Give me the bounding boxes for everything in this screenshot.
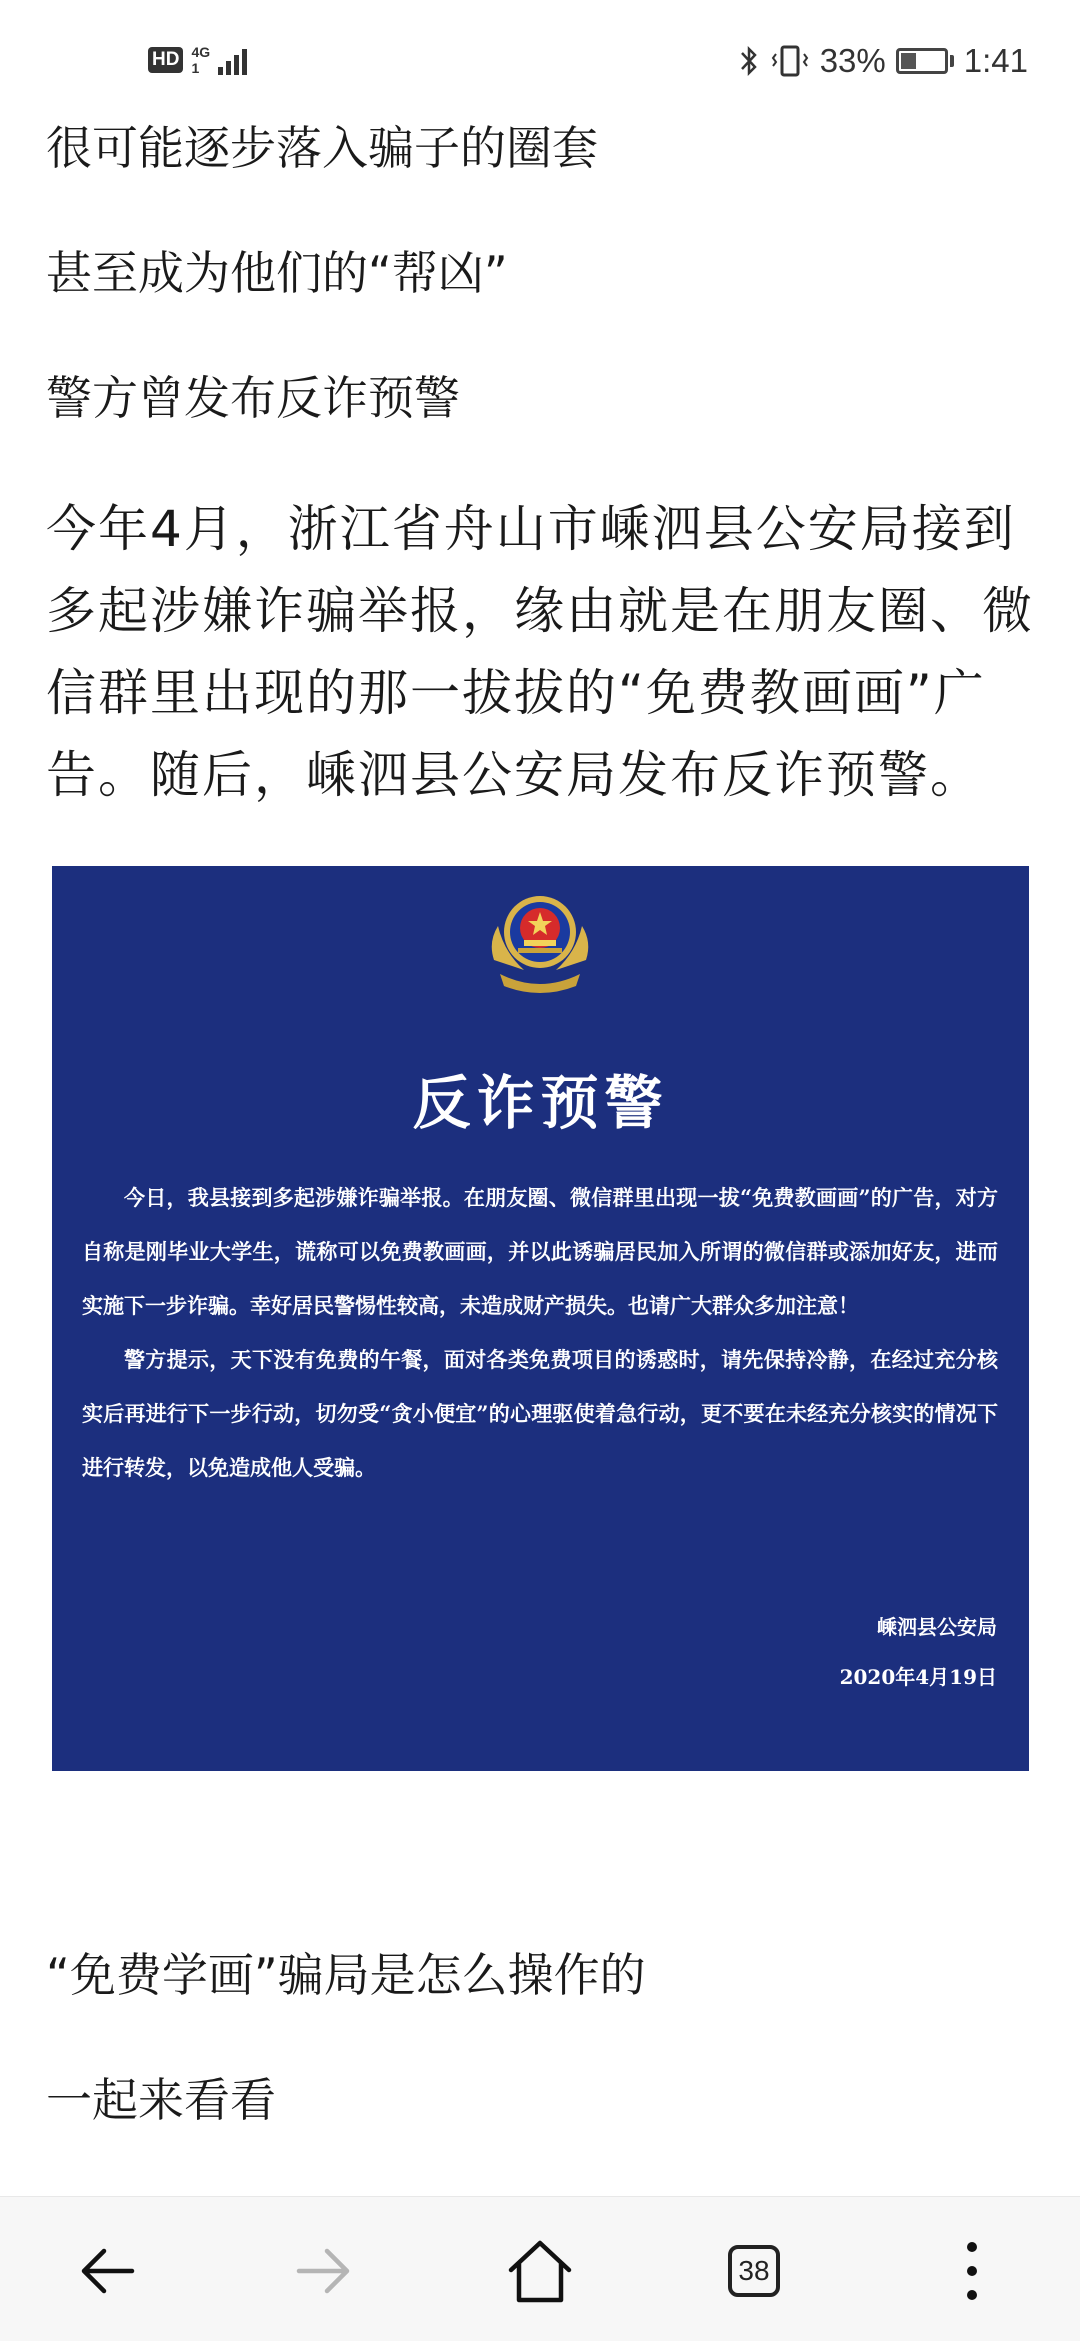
notice-date: 2020年4月19日 xyxy=(839,1665,997,1689)
bluetooth-icon xyxy=(738,44,760,78)
police-emblem-icon xyxy=(484,882,596,998)
network-sim: 1 xyxy=(191,60,200,76)
back-button[interactable] xyxy=(68,2231,148,2311)
signal-icon xyxy=(218,45,247,75)
arrow-left-icon xyxy=(76,2239,140,2303)
anti-fraud-notice-image[interactable] xyxy=(52,866,1029,1771)
status-bar xyxy=(0,0,1080,130)
battery-icon xyxy=(896,48,954,74)
home-icon xyxy=(505,2236,575,2306)
article-line: 警方曾发布反诈预警 xyxy=(46,371,460,425)
more-vertical-icon xyxy=(962,2239,982,2303)
forward-button[interactable] xyxy=(283,2231,363,2311)
article-paragraph: 今年4月，浙江省舟山市嵊泗县公安局接到多起涉嫌诈骗举报，缘由就是在朋友圈、微信群里出现的那一拔拔的“免费教画画”广告。随后，嵊泗县公安局发布反诈预警。 xyxy=(46,500,1034,804)
network-type: 4G xyxy=(191,44,211,60)
arrow-right-icon xyxy=(291,2239,355,2303)
notice-issuer: 嵊泗县公安局 xyxy=(877,1615,997,1639)
clock: 1:41 xyxy=(963,42,1028,79)
tab-count-badge: 38 xyxy=(728,2245,780,2297)
article-line: 甚至成为他们的“帮凶” xyxy=(46,246,508,300)
browser-bottom-nav xyxy=(0,2196,1080,2341)
status-left xyxy=(148,44,247,76)
notice-signature xyxy=(840,1602,997,1702)
home-button[interactable] xyxy=(500,2231,580,2311)
article-line: “免费学画”骗局是怎么操作的 xyxy=(46,1948,646,2002)
article-line: 一起来看看 xyxy=(46,2073,276,2127)
battery-percent: 33% xyxy=(819,42,886,79)
notice-paragraph: 今日，我县接到多起涉嫌诈骗举报。在朋友圈、微信群里出现一拔“免费教画画”的广告，对方自称是刚毕业大学生，谎称可以免费教画画，并以此诱骗居民加入所谓的微信群或添加好友，进而实施下一步诈骗。幸好居民警惕性较高，未造成财产损失。也请广大群众多加注意！ xyxy=(82,1185,998,1318)
notice-paragraph: 警方提示，天下没有免费的午餐，面对各类免费项目的诱惑时，请先保持冷静，在经过充分核实后再进行下一步行动，切勿受“贪小便宜”的心理驱使着急行动，更不要在未经充分核实的情况下进行转发，以免造成他人受骗。 xyxy=(82,1347,998,1480)
notice-body xyxy=(82,1171,998,1495)
tabs-button[interactable] xyxy=(714,2231,794,2311)
notice-title: 反诈预警 xyxy=(412,1069,669,1137)
network-indicator xyxy=(191,44,210,76)
hd-badge: HD xyxy=(148,47,183,73)
menu-button[interactable] xyxy=(932,2231,1012,2311)
vibrate-icon xyxy=(770,44,810,78)
status-right xyxy=(738,42,1028,80)
article-line: 很可能逐步落入骗子的圈套 xyxy=(46,121,598,175)
